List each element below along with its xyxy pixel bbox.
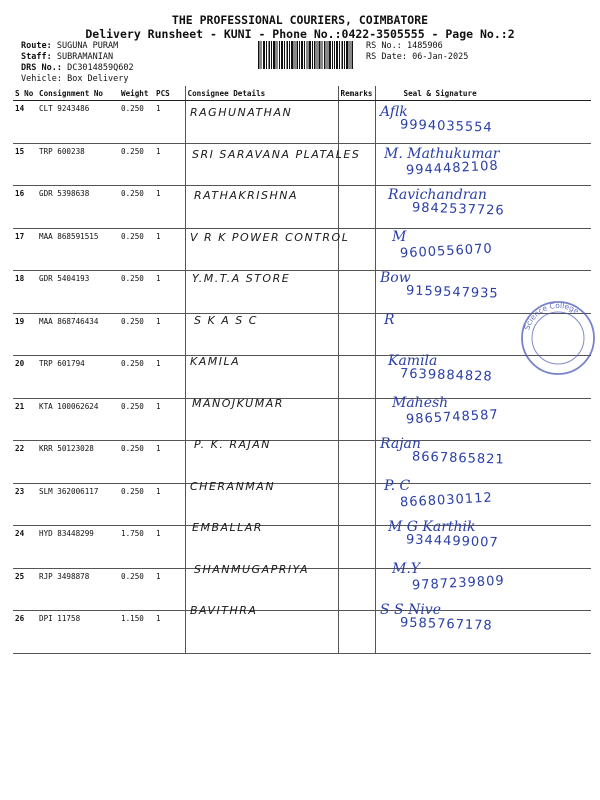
consignee-name: EMBALLAR <box>192 521 263 534</box>
row-remarks-cell <box>338 483 375 526</box>
row-pcs: 1 <box>154 356 185 399</box>
consignee-name: RAGHUNATHAN <box>190 106 293 119</box>
consignee-name: V R K POWER CONTROL <box>190 230 350 244</box>
rs-no-value: 1485906 <box>406 41 443 51</box>
row-consignment-no: CLT 9243486 <box>37 101 119 144</box>
row-sno: 24 <box>13 526 37 569</box>
signature: Kamila <box>388 353 438 369</box>
recipient-phone: 8668030112 <box>399 490 494 510</box>
signature: Rajan <box>380 436 421 452</box>
row-remarks-cell <box>338 398 375 441</box>
consignee-name: CHERANMAN <box>190 479 276 493</box>
row-weight: 0.250 <box>119 186 154 229</box>
row-sno: 20 <box>13 356 37 399</box>
route-line <box>21 41 118 51</box>
col-remarks: Remarks <box>338 86 375 101</box>
recipient-phone: 9159547935 <box>405 283 499 302</box>
row-remarks-cell <box>338 101 375 144</box>
col-weight: Weight <box>119 86 154 101</box>
rs-no-line <box>366 41 443 51</box>
row-weight: 0.250 <box>119 568 154 611</box>
row-pcs: 1 <box>154 186 185 229</box>
row-sno: 22 <box>13 441 37 484</box>
row-consignment-no: MAA 868591515 <box>37 228 119 271</box>
signature: M G Karthik <box>388 519 476 535</box>
row-consignment-no: HYD 83448299 <box>37 526 119 569</box>
consignee-name: S K A S C <box>194 313 258 327</box>
row-pcs: 1 <box>154 526 185 569</box>
company-title: THE PROFESSIONAL COURIERS, COIMBATORE <box>171 13 429 27</box>
row-remarks-cell <box>338 356 375 399</box>
vehicle-label: Vehicle: <box>21 74 62 84</box>
recipient-phone: 9994035554 <box>399 117 493 136</box>
recipient-phone: 9865748587 <box>405 407 500 427</box>
consignee-name: RATHAKRISHNA <box>194 189 298 202</box>
recipient-phone: 9344499007 <box>405 532 499 551</box>
row-weight: 0.250 <box>119 228 154 271</box>
row-consignment-no: GDR 5404193 <box>37 271 119 314</box>
table-row <box>13 313 591 356</box>
consignee-name: MANOJKUMAR <box>192 396 284 410</box>
signature: M.Y <box>392 560 421 577</box>
signature: M <box>392 228 407 245</box>
recipient-phone: 8667865821 <box>411 449 505 468</box>
row-weight: 0.250 <box>119 313 154 356</box>
staff-value: SUBRAMANIAN <box>56 52 114 62</box>
row-pcs: 1 <box>154 228 185 271</box>
row-weight: 1.150 <box>119 611 154 654</box>
vehicle-line <box>21 74 129 84</box>
row-pcs: 1 <box>154 101 185 144</box>
col-consignment: Consignment No <box>37 86 119 101</box>
drs-label: DRS No.: <box>21 63 62 73</box>
row-weight: 0.250 <box>119 271 154 314</box>
row-consignment-no: DPI 11758 <box>37 611 119 654</box>
table-row <box>13 101 591 144</box>
college-stamp <box>518 298 598 378</box>
row-consignment-no: MAA 868746434 <box>37 313 119 356</box>
row-pcs: 1 <box>154 441 185 484</box>
row-consignment-no: GDR 5398638 <box>37 186 119 229</box>
row-pcs: 1 <box>154 271 185 314</box>
recipient-phone: 9600556070 <box>399 241 494 261</box>
signature: P. C <box>384 477 411 494</box>
recipient-phone: 9787239809 <box>411 573 506 593</box>
row-sno: 18 <box>13 271 37 314</box>
consignee-name: SRI SARAVANA PLATALES <box>192 147 361 161</box>
row-weight: 0.250 <box>119 483 154 526</box>
table-row <box>13 356 591 399</box>
table-row <box>13 483 591 526</box>
recipient-phone: 9842537726 <box>411 200 505 219</box>
col-seal-signature: Seal & Signature <box>375 86 591 101</box>
row-consignment-no: RJP 3498878 <box>37 568 119 611</box>
recipient-phone: 7639884828 <box>399 366 493 385</box>
recipient-phone: 9585767178 <box>399 615 493 634</box>
row-consignment-no: KTA 100062624 <box>37 398 119 441</box>
row-sno: 14 <box>13 101 37 144</box>
consignee-name: SHANMUGAPRIYA <box>194 562 310 576</box>
row-weight: 1.750 <box>119 526 154 569</box>
signature: Aflk <box>380 104 408 120</box>
table-row <box>13 271 591 314</box>
rs-no-label: RS No.: <box>366 41 402 51</box>
row-consignment-no: TRP 600238 <box>37 143 119 186</box>
row-consignment-no: SLM 362006117 <box>37 483 119 526</box>
row-sno: 21 <box>13 398 37 441</box>
row-remarks-cell <box>338 313 375 356</box>
route-value: SUGUNA PURAM <box>56 41 119 51</box>
table-header-row <box>13 86 591 101</box>
row-remarks-cell <box>338 611 375 654</box>
row-weight: 0.250 <box>119 441 154 484</box>
runsheet-subtitle: Delivery Runsheet - KUNI - Phone No.:0422-3505555 - Page No.:2 <box>85 27 515 41</box>
col-pcs: PCS <box>154 86 185 101</box>
consignee-name: Y.M.T.A STORE <box>192 272 291 285</box>
row-sno: 15 <box>13 143 37 186</box>
row-pcs: 1 <box>154 483 185 526</box>
row-pcs: 1 <box>154 398 185 441</box>
row-consignment-no: KRR 50123028 <box>37 441 119 484</box>
vehicle-value: Box Delivery <box>67 74 129 84</box>
signature: Bow <box>380 270 411 286</box>
row-weight: 0.250 <box>119 101 154 144</box>
consignee-name: P. K. RAJAN <box>194 438 271 451</box>
drs-line <box>21 63 134 73</box>
col-consignee: Consignee Details <box>185 86 338 101</box>
row-remarks-cell <box>338 441 375 484</box>
table-row <box>13 398 591 441</box>
row-pcs: 1 <box>154 143 185 186</box>
row-weight: 0.250 <box>119 398 154 441</box>
row-remarks-cell <box>338 271 375 314</box>
row-sno: 26 <box>13 611 37 654</box>
barcode <box>258 41 353 69</box>
consignee-name: BAVITHRA <box>190 604 258 617</box>
recipient-phone: 9944482108 <box>405 158 500 178</box>
signature: S S Nive <box>380 602 442 618</box>
rs-date-value: 06-Jan-2025 <box>412 52 469 62</box>
stamp-text: Science College <box>522 300 581 332</box>
row-remarks-cell <box>338 526 375 569</box>
row-sno: 17 <box>13 228 37 271</box>
row-pcs: 1 <box>154 313 185 356</box>
table-row <box>13 611 591 654</box>
row-remarks-cell <box>338 186 375 229</box>
col-sno: S No <box>13 86 37 101</box>
row-sno: 25 <box>13 568 37 611</box>
signature: Ravichandran <box>388 187 487 203</box>
row-consignment-no: TRP 601794 <box>37 356 119 399</box>
signature: R <box>384 311 395 328</box>
row-sno: 23 <box>13 483 37 526</box>
row-sno: 16 <box>13 186 37 229</box>
signature: M. Mathukumar <box>384 145 500 162</box>
row-pcs: 1 <box>154 611 185 654</box>
consignee-name: KAMILA <box>190 355 241 368</box>
staff-line <box>21 52 113 62</box>
row-weight: 0.250 <box>119 356 154 399</box>
row-sno: 19 <box>13 313 37 356</box>
signature: Mahesh <box>392 394 449 411</box>
rs-date-label: RS Date: <box>366 52 407 62</box>
row-weight: 0.250 <box>119 143 154 186</box>
row-pcs: 1 <box>154 568 185 611</box>
drs-value: DC3014859Q602 <box>67 63 134 73</box>
route-label: Route: <box>21 41 52 51</box>
rs-date-line <box>366 52 468 62</box>
row-remarks-cell <box>338 568 375 611</box>
staff-label: Staff: <box>21 52 52 62</box>
